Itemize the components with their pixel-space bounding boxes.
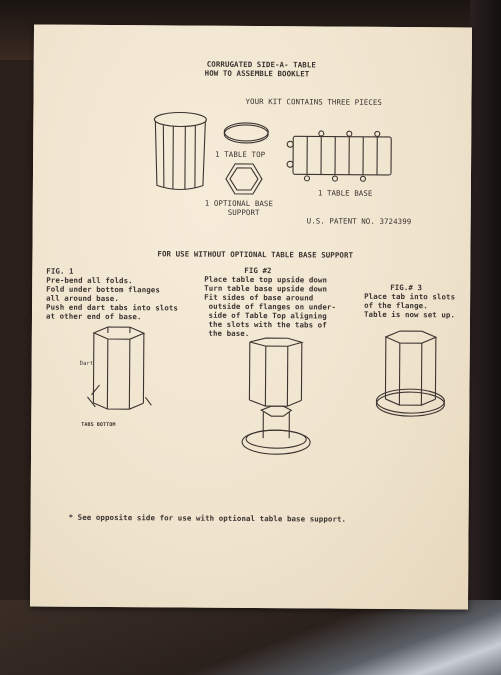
fig1-line: Pre-bend all folds. (46, 275, 133, 286)
table-top-label: 1 TABLE TOP (215, 149, 266, 160)
flat-table-base-drawing (287, 132, 395, 183)
fig3-line: Table is now set up. (363, 309, 456, 320)
fig2-line: the base. (203, 328, 250, 338)
fig1-tabs-bottom-label: TABS BOTTOM (81, 421, 116, 429)
fig3-line: of the flange. (364, 300, 428, 311)
table-top-disc-drawing (223, 122, 273, 146)
fig1-dart-label: Dart (79, 360, 94, 367)
fig1-hexagon-base-drawing (85, 325, 152, 417)
fig3-line: Place tab into slots (364, 291, 456, 302)
title-line-1: CORRUGATED SIDE-A- TABLE (206, 59, 316, 70)
optional-base-label-2: SUPPORT (227, 207, 260, 218)
fig2-line: the slots with the tabs of (203, 319, 327, 330)
section-heading: FOR USE WITHOUT OPTIONAL TABLE BASE SUPPORT (157, 249, 354, 260)
instruction-sheet (30, 24, 472, 609)
base-support-hexagon-drawing (225, 162, 265, 198)
fig3-assembled-table-drawing (375, 329, 450, 420)
kit-heading: YOUR KIT CONTAINS THREE PIECES (245, 96, 383, 107)
fig1-line: at other end of base. (45, 311, 142, 322)
title-line-2: HOW TO ASSEMBLE BOOKLET (204, 68, 310, 79)
optional-base-label-1: 1 OPTIONAL BASE (204, 198, 274, 209)
fig1-line: Fold under bottom flanges (46, 284, 160, 295)
fig2-line: outside of flanges on under- (204, 301, 337, 312)
fig2-line: Fit sides of base around (204, 292, 314, 303)
patent-number: U.S. PATENT NO. 3724399 (306, 216, 412, 227)
table-base-label: 1 TABLE BASE (317, 188, 373, 198)
footer-note: * See opposite side for use with optional table base support. (68, 512, 347, 524)
fig1-title: FIG. 1 (46, 266, 74, 276)
fig1-line: Push end dart tabs into slots (46, 302, 179, 313)
fig3-title: FIG.# 3 (390, 282, 423, 293)
background-right (470, 0, 501, 675)
background-bottom (0, 600, 501, 675)
fig2-line: Turn table base upside down (204, 283, 328, 294)
fig2-line: side of Table Top aligning (203, 310, 327, 321)
fig1-line: all around base. (46, 293, 119, 304)
table-base-cylinder-drawing (153, 111, 214, 193)
fig2-title: FIG #2 (244, 265, 272, 276)
fig2-line: Place table top upside down (204, 274, 328, 285)
fig2-assembly-drawing (239, 338, 316, 463)
